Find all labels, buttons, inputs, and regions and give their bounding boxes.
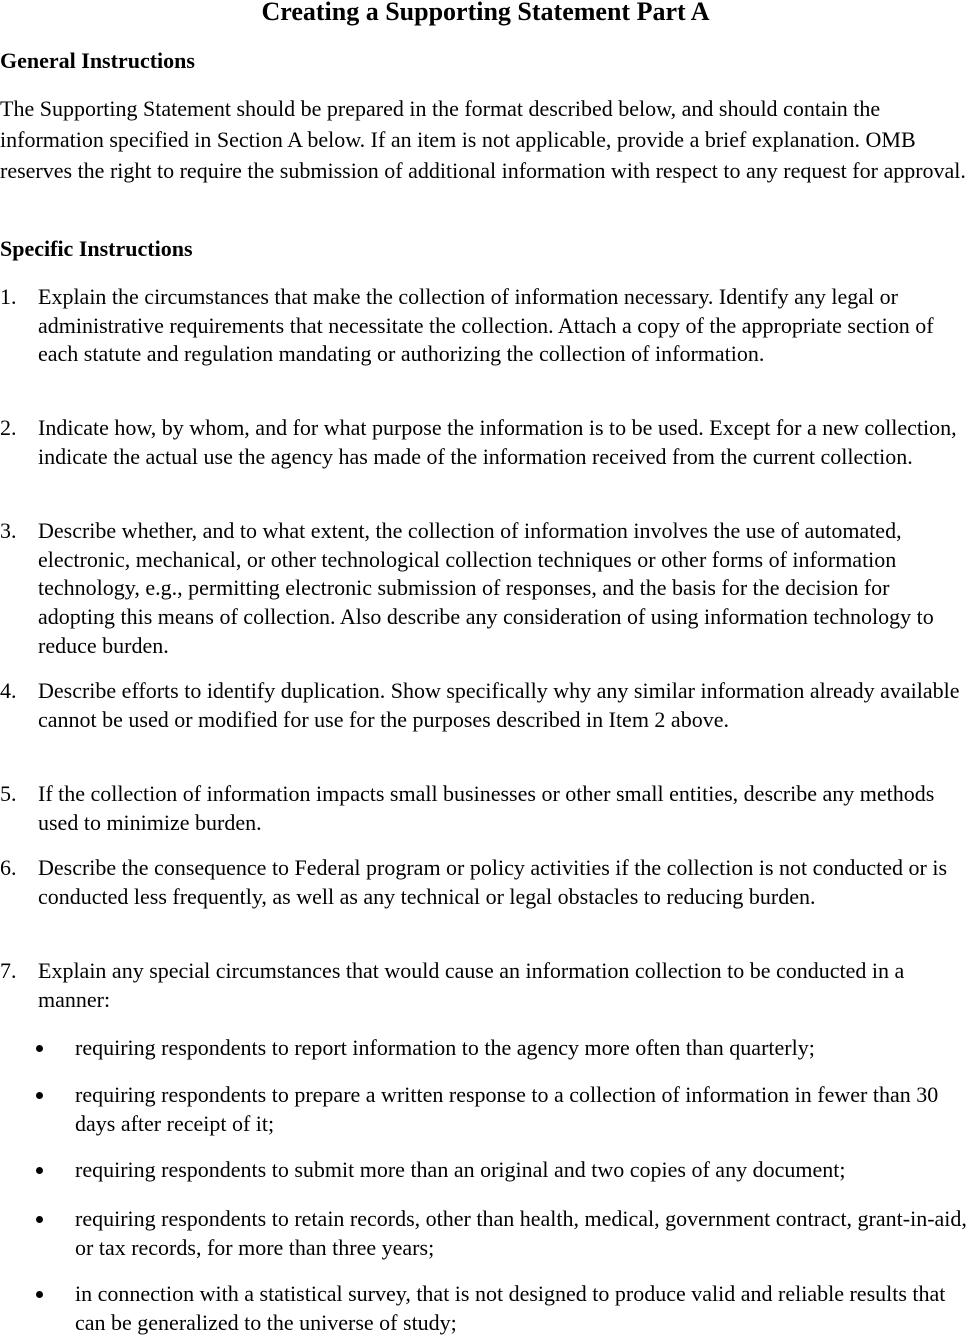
item-number: 4. [0,678,17,703]
item-number: 7. [0,958,17,983]
item-text: Describe efforts to identify duplication. Show specifically why any similar information already available cannot be used or modified for use for the purposes described in Item 2 above. [38,678,960,732]
bullet-icon [36,1045,43,1052]
item-number: 3. [0,518,17,543]
bullet-text: requiring respondents to prepare a written response to a collection of information in fewer than 30 days after receipt of it; [75,1082,939,1136]
bullet-text: requiring respondents to report information to the agency more often than quarterly; [75,1035,815,1060]
instruction-item-7 [0,957,971,1014]
item-number: 2. [0,415,17,440]
instruction-item-4 [0,677,971,734]
bullet-icon [36,1167,43,1174]
bullet-item [0,1081,971,1138]
bullet-item [0,1280,971,1337]
item-text: If the collection of information impacts small businesses or other small entities, describe any methods used to minimize burden. [38,781,935,835]
item-text: Describe the consequence to Federal program or policy activities if the collection is not conducted or is conducted less frequently, as well as any technical or legal obstacles to reducing burden. [38,855,948,909]
specific-instructions-heading: Specific Instructions [0,236,193,261]
item-text: Explain the circumstances that make the collection of information necessary. Identify any legal or administrative requirements that necessitate the collection. Attach a copy of the appropriate section of each statute and regulation mandating or authorizing the collection of information. [38,284,934,367]
item-text: Describe whether, and to what extent, the collection of information involves the use of automated, electronic, mechanical, or other technological collection techniques or other forms of information technology, e.g., permitting electronic submission of responses, and the basis for the decision for adopting this means of collection. Also describe any consideration of using information technology to reduce burden. [38,518,934,658]
item-text: Indicate how, by whom, and for what purpose the information is to be used. Except for a new collection, indicate the actual use the agency has made of the information received from the current collection. [38,415,957,469]
bullet-text: requiring respondents to submit more than an original and two copies of any document; [75,1157,846,1182]
item-number: 5. [0,781,17,806]
bullet-text: in connection with a statistical survey, that is not designed to produce valid and reliable results that can be generalized to the universe of study; [75,1281,946,1335]
general-instructions-heading: General Instructions [0,48,195,73]
item-number: 1. [0,284,17,309]
bullet-item [0,1034,971,1063]
bullet-icon [36,1291,43,1298]
document-title: Creating a Supporting Statement Part A [261,0,710,26]
bullet-text: requiring respondents to retain records, other than health, medical, government contract, grant-in-aid, or tax records, for more than three years; [75,1206,967,1260]
instruction-item-6 [0,854,971,911]
instruction-item-5 [0,780,971,837]
bullet-item [0,1205,971,1262]
instruction-item-3 [0,517,971,661]
general-instructions-paragraph: The Supporting Statement should be prepared in the format described below, and should contain the information specified in Section A below. If an item is not applicable, provide a brief explanation. OMB reserves the right to require the submission of additional information with respect to any request for approval. [0,96,966,183]
instruction-item-1 [0,283,971,369]
item-number: 6. [0,855,17,880]
bullet-icon [36,1092,43,1099]
item-text: Explain any special circumstances that would cause an information collection to be conducted in a manner: [38,958,905,1012]
bullet-icon [36,1216,43,1223]
bullet-item [0,1156,971,1185]
instruction-item-2 [0,414,971,471]
